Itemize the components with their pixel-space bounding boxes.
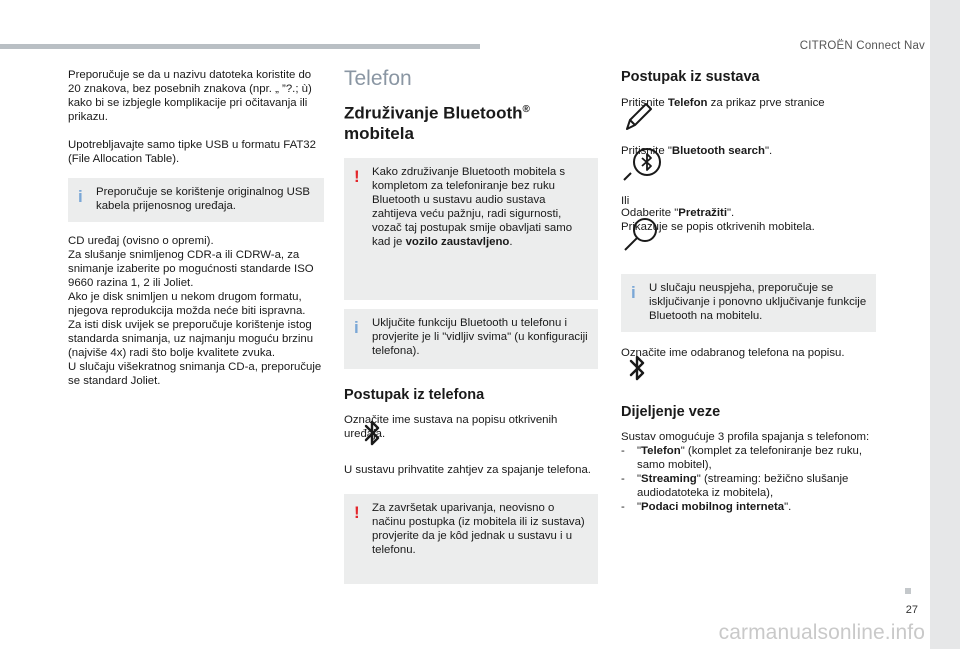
end-of-section-mark xyxy=(905,588,911,594)
step-press-telefon: Pritisnite Telefon za prikaz prve stranice xyxy=(621,96,876,136)
cd-section xyxy=(68,234,324,388)
page-number: 27 xyxy=(905,604,918,616)
phone-procedure-heading: Postupak iz telefona xyxy=(344,386,485,403)
warning-note-code-match: ! Za završetak uparivanja, neovisno o načinu postupka (iz mobitela ili iz sustava) provjerite da je kôd jednak u sustavu i u telefonu. xyxy=(344,494,598,584)
list-item: - "Podaci mobilnog interneta". xyxy=(621,501,792,513)
step-bluetooth-search: Pritisnite "Bluetooth search". xyxy=(621,140,876,190)
or-label: Ili xyxy=(621,195,630,207)
info-note-retry: i U slučaju neuspjeha, preporučuje se isključivanje i ponovno uključivanje funkcije Bluetooth na mobitelu. xyxy=(621,274,876,332)
info-note-usb-cable xyxy=(68,178,324,222)
section-title: Telefon xyxy=(344,67,412,90)
cd-line: Za slušanje snimljenog CDR-a ili CDRW-a, za snimanje izaberite po mogućnosti standarde ISO 9660 razina 1, 2 ili Joliet. xyxy=(68,249,314,289)
pen-touch-icon xyxy=(621,98,657,134)
system-procedure-heading: Postupak iz sustava xyxy=(621,69,760,85)
info-note-enable-bluetooth: i Uključite funkciju Bluetooth u telefonu i provjerite je li "vidljiv svima" (u konfiguraciji telefona). xyxy=(344,309,598,369)
bluetooth-icon xyxy=(354,415,390,451)
profile-list xyxy=(621,444,876,514)
column-telefon xyxy=(344,66,598,584)
cd-line: U slučaju višekratnog snimanja CD-a, preporučuje se standard Joliet. xyxy=(68,361,322,387)
magnifier-icon xyxy=(621,214,661,254)
info-icon: i xyxy=(631,283,636,302)
page-edge-strip xyxy=(930,0,960,649)
warning-icon: ! xyxy=(354,166,360,186)
warning-icon: ! xyxy=(354,502,360,522)
brand-label: CITROËN Connect Nav xyxy=(799,40,925,52)
watermark: carmanualsonline.info xyxy=(718,621,925,644)
connection-sharing-heading: Dijeljenje veze xyxy=(621,404,721,420)
list-item: - "Telefon" (komplet za telefoniranje bez ruku, samo mobitel), xyxy=(621,445,863,471)
bluetooth-pairing-heading: Združivanje Bluetooth® mobitela xyxy=(344,103,530,143)
column-usb-cd xyxy=(68,68,324,388)
step-search: Odaberite "Pretražiti". Prikazuje se popis otkrivenih mobitela. xyxy=(621,206,876,258)
accept-request-text: U sustavu prihvatite zahtjev za spajanje telefona. xyxy=(344,463,591,476)
step-select-system: Označite ime sustava na popisu otkrivenih uređaja. xyxy=(344,413,598,453)
step-select-phone: Označite ime odabranog telefona na popisu. xyxy=(621,346,876,386)
column-system-procedure xyxy=(621,68,876,514)
note-text: Preporučuje se korištenje originalnog USB kabela prijenosnog uređaja. xyxy=(96,186,311,212)
cd-line: Za isti disk uvijek se preporučuje korištenje istog standarda snimanja, uz najmanju moguću brzinu (najviše 4x) radi što bolje kvalitete zvuka. xyxy=(68,319,314,359)
info-icon: i xyxy=(78,187,83,206)
fat32-tip: Upotrebljavajte samo tipke USB u formatu FAT32 (File Allocation Table). xyxy=(68,139,316,165)
bluetooth-icon xyxy=(619,350,655,386)
info-icon: i xyxy=(354,317,359,337)
filename-tip: Preporučuje se da u nazivu datoteka koristite do 20 znakova, bez posebnih znakova (npr. „ ”?.; ù) kako bi se izbjegle komplikacije pri očitavanja ili prikazu. xyxy=(68,69,312,123)
header-rule xyxy=(0,44,480,49)
bluetooth-search-icon xyxy=(621,144,661,184)
cd-line: CD uređaj (ovisno o opremi). xyxy=(68,235,214,247)
cd-line: Ako je disk snimljen u nekom drugom formatu, njegova reprodukcija možda neće biti ispravna. xyxy=(68,291,306,317)
warning-note-vehicle-stopped: ! Kako združivanje Bluetooth mobitela s kompletom za telefoniranje bez ruku Bluetooth u sustavu audio sustava zahtijeva veću pažnju, radi sigurnosti, vozač taj postupak smije obavljati samo kad je vozilo zaustavljeno. xyxy=(344,158,598,300)
share-intro: Sustav omogućuje 3 profila spajanja s telefonom: xyxy=(621,431,870,443)
list-item: - "Streaming" (streaming: bežično slušanje audiodatoteka iz mobitela), xyxy=(621,473,849,499)
